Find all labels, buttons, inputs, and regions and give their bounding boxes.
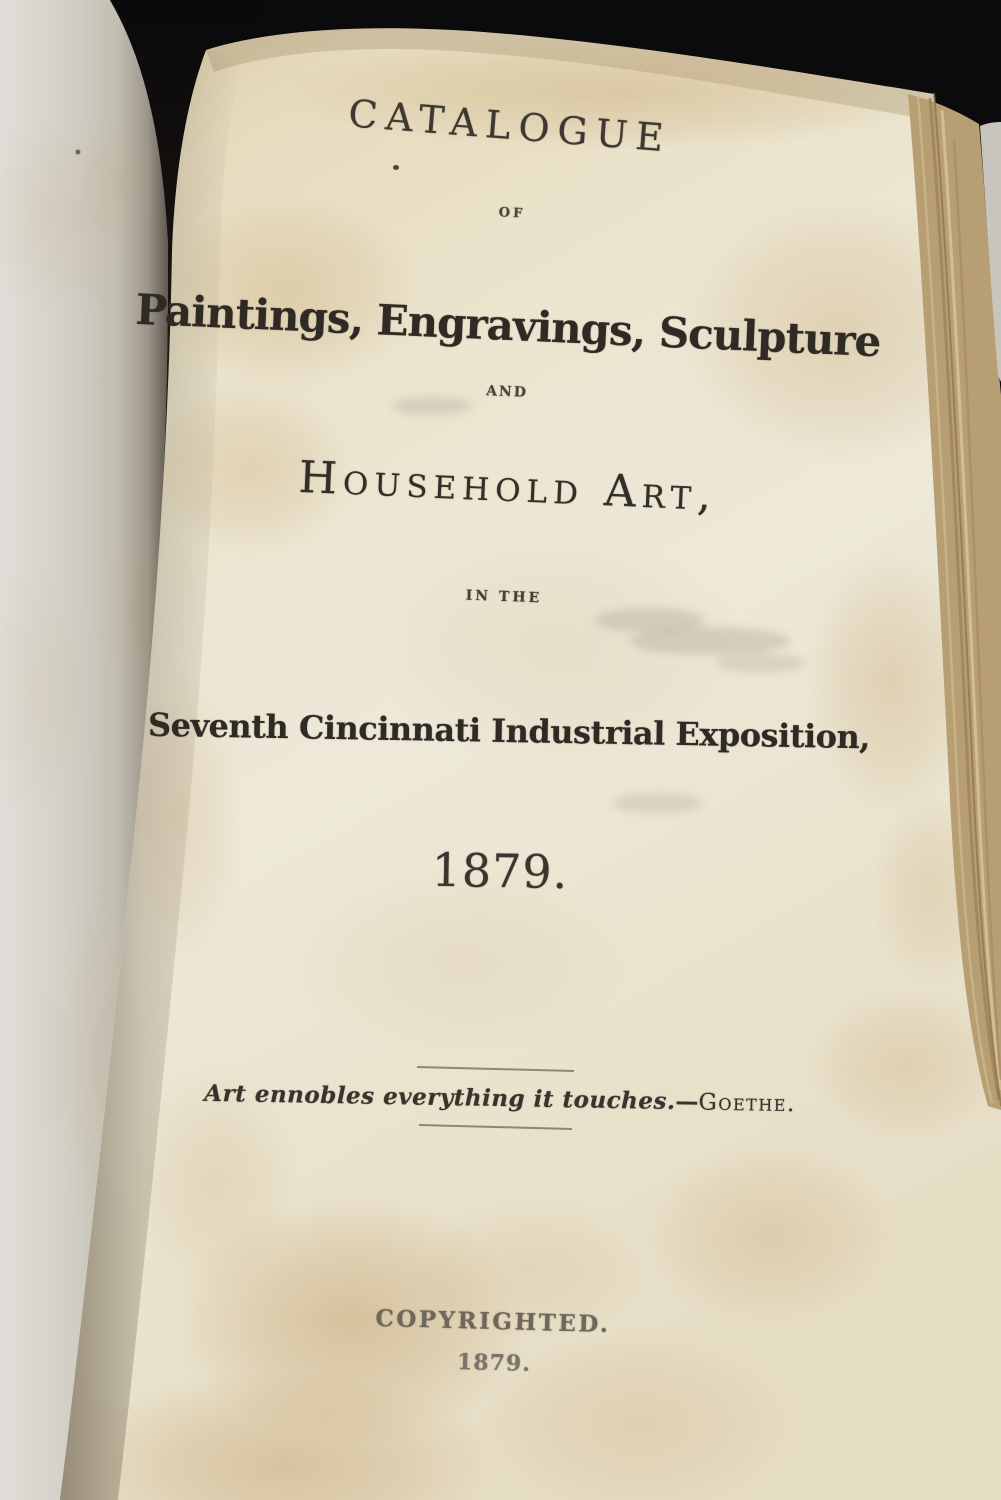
quote-text: Art ennobles everything it touches. (204, 1079, 676, 1116)
year-line: 1879. (431, 842, 569, 900)
and-label: AND (485, 383, 529, 401)
copyrighted-line: COPYRIGHTED. (375, 1304, 611, 1339)
subject-line: Paintings, Engravings, Sculpture (134, 284, 882, 367)
ink-spot (393, 165, 399, 170)
quote-line (204, 1079, 796, 1118)
quote-dash: — (675, 1088, 699, 1116)
book-title: CATALOGUE (346, 91, 674, 161)
household-art-line: Household Art, (297, 451, 719, 522)
quote-rule-top (417, 1066, 574, 1072)
of-label: OF (498, 205, 526, 222)
in-the-label: IN THE (465, 587, 543, 607)
quote-rule-bottom (419, 1124, 572, 1130)
quote-author: Goethe. (698, 1089, 796, 1118)
copyright-year-line: 1879. (456, 1349, 532, 1377)
exposition-line: Seventh Cincinnati Industrial Exposition, (147, 705, 871, 757)
